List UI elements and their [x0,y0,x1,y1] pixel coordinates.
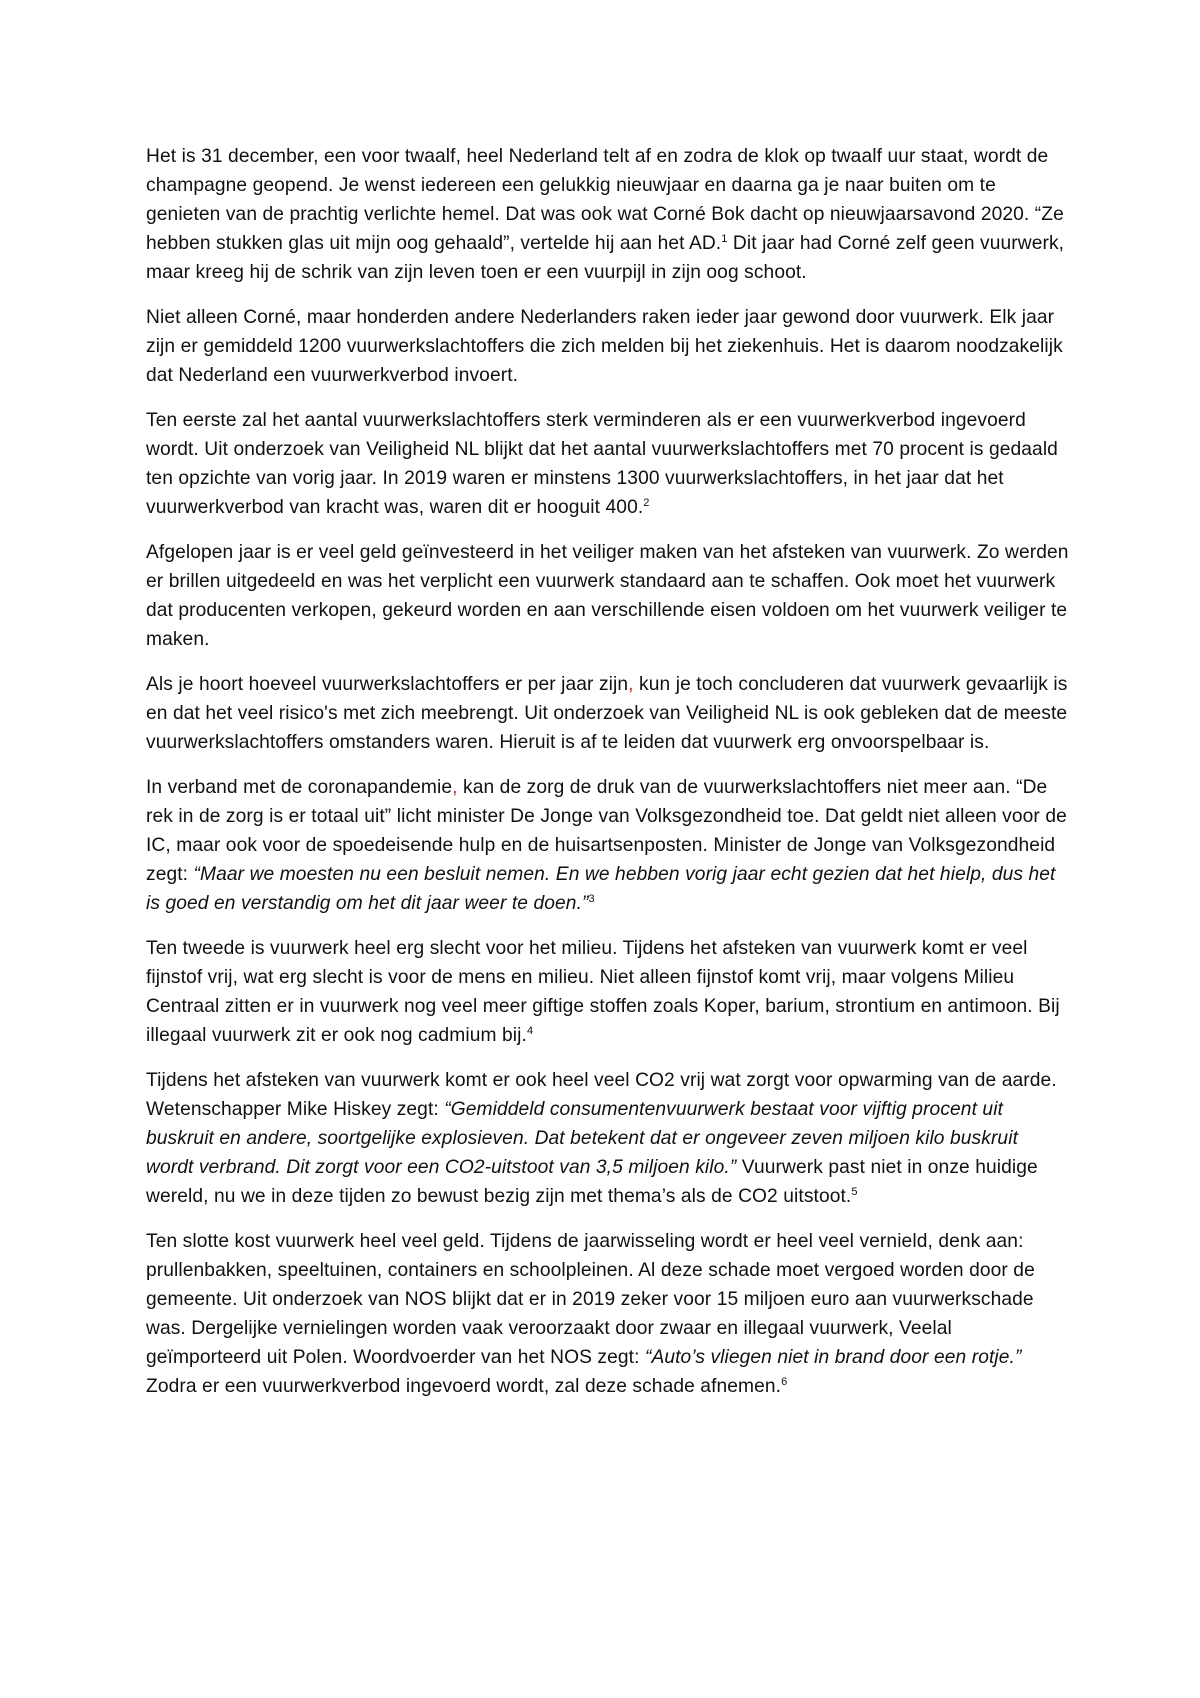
paragraph-thesis [146,303,1070,390]
text-run: Ten slotte kost vuurwerk heel veel geld. Tijdens de jaarwisseling wordt er heel veel vernield, denk aan: prullenbakken, speeltuinen, containers en schoolpleinen. Al deze schade moet vergoed worden door de gemeente. Uit onderzoek van NOS blijkt dat er in 2019 zeker voor 15 miljoen euro aan vuurwerkschade was. Dergelijke vernielingen worden vaak veroorzaakt door zwaar en illegaal vuurwerk, Veelal geïmporteerd uit Polen. Woordvoerder van het NOS zegt: [146,1231,1035,1368]
footnote-ref: 1 [721,233,728,245]
paragraph-argument-2 [146,934,1070,1050]
paragraph-rebuttal [146,670,1070,757]
paragraph-argument-1 [146,406,1070,522]
text-run: Niet alleen Corné, maar honderden andere Nederlanders raken ieder jaar gewond door vuurwerk. Elk jaar zijn er gemiddeld 1200 vuurwerkslachtoffers die zich melden bij het ziekenhuis. Het is daarom noodzakelijk dat Nederland een vuurwerkverbod invoert. [146,307,1063,386]
text-run: Ten eerste zal het aantal vuurwerkslachtoffers sterk verminderen als er een vuurwerkverbod ingevoerd wordt. Uit onderzoek van Veiligheid NL blijkt dat het aantal vuurwerkslachtoffers met 70 procent is gedaald ten opzichte van vorig jaar. In 2019 waren er minstens 1300 vuurwerkslachtoffers, in het jaar dat het vuurwerkverbod van kracht was, waren dit er hooguit 400. [146,410,1058,518]
text-run: Zodra er een vuurwerkverbod ingevoerd wordt, zal deze schade afnemen. [146,1376,782,1397]
spelling-mark: , [452,777,458,798]
quote: “Auto’s vliegen niet in brand door een rotje.” [644,1347,1022,1368]
text-run: kun je toch concluderen dat vuurwerk gevaarlijk is en dat het veel risico's met zich meebrengt. Uit onderzoek van Veiligheid NL is ook gebleken dat de meeste vuurwerkslachtoffers omstanders waren. Hieruit is af te leiden dat vuurwerk erg onvoorspelbaar is. [146,674,1068,753]
spelling-mark: , [628,674,634,695]
text-run: Als je hoort hoeveel vuurwerkslachtoffers er per jaar zijn [146,674,629,695]
paragraph-argument-3 [146,1227,1070,1401]
footnote-ref: 2 [643,497,650,509]
paragraph-intro [146,142,1070,287]
footnote-ref: 3 [588,893,595,905]
text-run: kan de zorg de druk van de vuurwerkslachtoffers niet meer aan. “De rek in de zorg is er totaal uit” licht minister De Jonge van Volksgezondheid toe. Dat geldt niet alleen voor de IC, maar ook voor de spoedeisende hulp en de huisartsenposten. Minister de Jonge van Volksgezondheid zegt: [146,777,1067,885]
text-run: Ten tweede is vuurwerk heel erg slecht voor het milieu. Tijdens het afsteken van vuurwerk komt er veel fijnstof vrij, wat erg slecht is voor de mens en milieu. Niet alleen fijnstof komt vrij, maar volgens Milieu Centraal zitten er in vuurwerk nog veel meer giftige stoffen zoals Koper, barium, strontium en antimoon. Bij illegaal vuurwerk zit er ook nog cadmium bij. [146,938,1060,1046]
paragraph-corona [146,773,1070,918]
text-run: In verband met de coronapandemie [146,777,453,798]
text-run: Vuurwerk past niet in onze huidige wereld, nu we in deze tijden zo bewust bezig zijn met thema’s als de CO2 uitstoot. [146,1157,1038,1207]
text-run: Afgelopen jaar is er veel geld geïnvesteerd in het veiliger maken van het afsteken van vuurwerk. Zo werden er brillen uitgedeeld en was het verplicht een vuurwerk standaard aan te schaffen. Ook moet het vuurwerk dat producenten verkopen, gekeurd worden en aan verschillende eisen voldoen om het vuurwerk veiliger te maken. [146,542,1069,650]
document-page [146,142,1070,1417]
text-run: Dit jaar had Corné zelf geen vuurwerk, maar kreeg hij de schrik van zijn leven toen er een vuurpijl in zijn oog schoot. [146,233,1065,283]
paragraph-counterargument [146,538,1070,654]
quote: “Gemiddeld consumentenvuurwerk bestaat voor vijftig procent uit buskruit en andere, soortgelijke explosieven. Dat betekent dat er ongeveer zeven miljoen kilo buskruit wordt verbrand. Dit zorgt voor een CO2-uitstoot van 3,5 miljoen kilo.” [146,1099,1018,1178]
footnote-ref: 4 [526,1025,534,1037]
text-run: Het is 31 december, een voor twaalf, heel Nederland telt af en zodra de klok op twaalf uur staat, wordt de champagne geopend. Je wenst iedereen een gelukkig nieuwjaar en daarna ga je naar buiten om te genieten van de prachtig verlichte hemel. Dat was ook wat Corné Bok dacht op nieuwjaarsavond 2020. “Ze hebben stukken glas uit mijn oog gehaald”, vertelde hij aan het AD. [146,146,1064,254]
paragraph-co2 [146,1066,1070,1211]
footnote-ref: 6 [781,1376,788,1388]
footnote-ref: 5 [851,1186,858,1198]
text-run: Tijdens het afsteken van vuurwerk komt er ook heel veel CO2 vrij wat zorgt voor opwarming van de aarde. Wetenschapper Mike Hiskey zegt: [146,1070,1057,1120]
quote: “Maar we moesten nu een besluit nemen. En we hebben vorig jaar echt gezien dat het hielp, dus het is goed en verstandig om het dit jaar weer te doen.” [146,864,1056,914]
